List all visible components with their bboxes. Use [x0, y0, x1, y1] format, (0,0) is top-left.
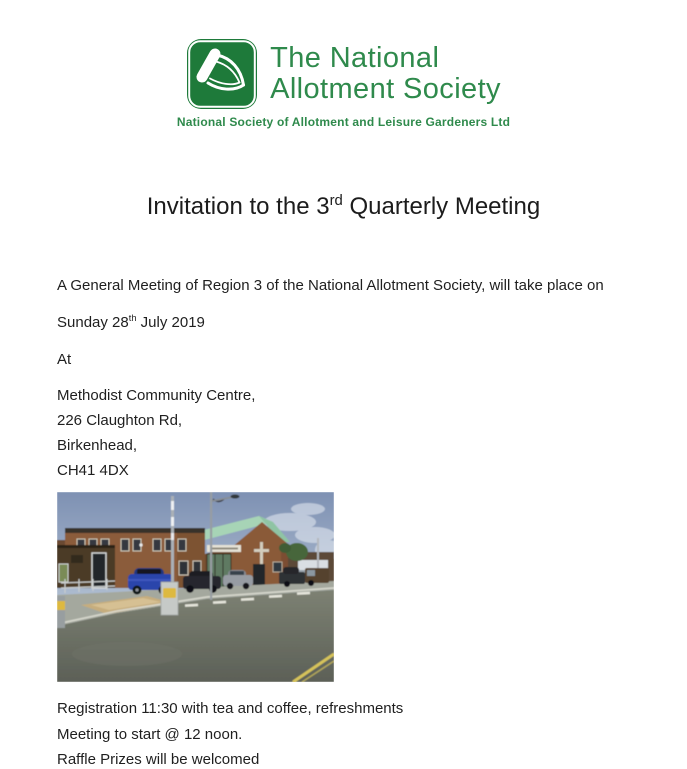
- address-line-1: Methodist Community Centre,: [57, 387, 256, 404]
- date-superscript: th: [128, 313, 137, 323]
- document-body: [57, 277, 639, 769]
- address-line-3: Birkenhead,: [57, 437, 138, 454]
- title-superscript: rd: [329, 193, 343, 209]
- event-details: [57, 696, 639, 769]
- venue-address: [57, 383, 639, 483]
- meeting-date: [57, 314, 639, 331]
- title-text-post: Quarterly Meeting: [342, 193, 541, 220]
- raffle-line: Raffle Prizes will be welcomed: [57, 751, 260, 768]
- date-text-pre: Sunday 28: [57, 314, 129, 331]
- page-title: [0, 193, 687, 221]
- allotment-society-logo-icon: [186, 38, 258, 110]
- start-time-line: Meeting to start @ 12 noon.: [57, 725, 243, 743]
- org-name-line1: The National: [270, 42, 440, 74]
- org-logo-row: [186, 38, 501, 110]
- org-name-line2: Allotment Society: [270, 73, 501, 105]
- org-tagline: National Society of Allotment and Leisure Gardeners Ltd: [176, 115, 511, 129]
- intro-paragraph: A General Meeting of Region 3 of the National Allotment Society, will take place on: [57, 277, 604, 294]
- address-line-2: 226 Claughton Rd,: [57, 412, 183, 429]
- registration-line: Registration 11:30 with tea and coffee, refreshments: [57, 700, 404, 717]
- org-name: [270, 43, 501, 105]
- at-line: At: [57, 351, 72, 368]
- title-text-pre: Invitation to the 3: [146, 193, 330, 220]
- venue-photo: [57, 492, 334, 682]
- address-line-4: CH41 4DX: [57, 462, 129, 479]
- org-logo: [0, 0, 687, 129]
- date-text-post: July 2019: [136, 314, 205, 331]
